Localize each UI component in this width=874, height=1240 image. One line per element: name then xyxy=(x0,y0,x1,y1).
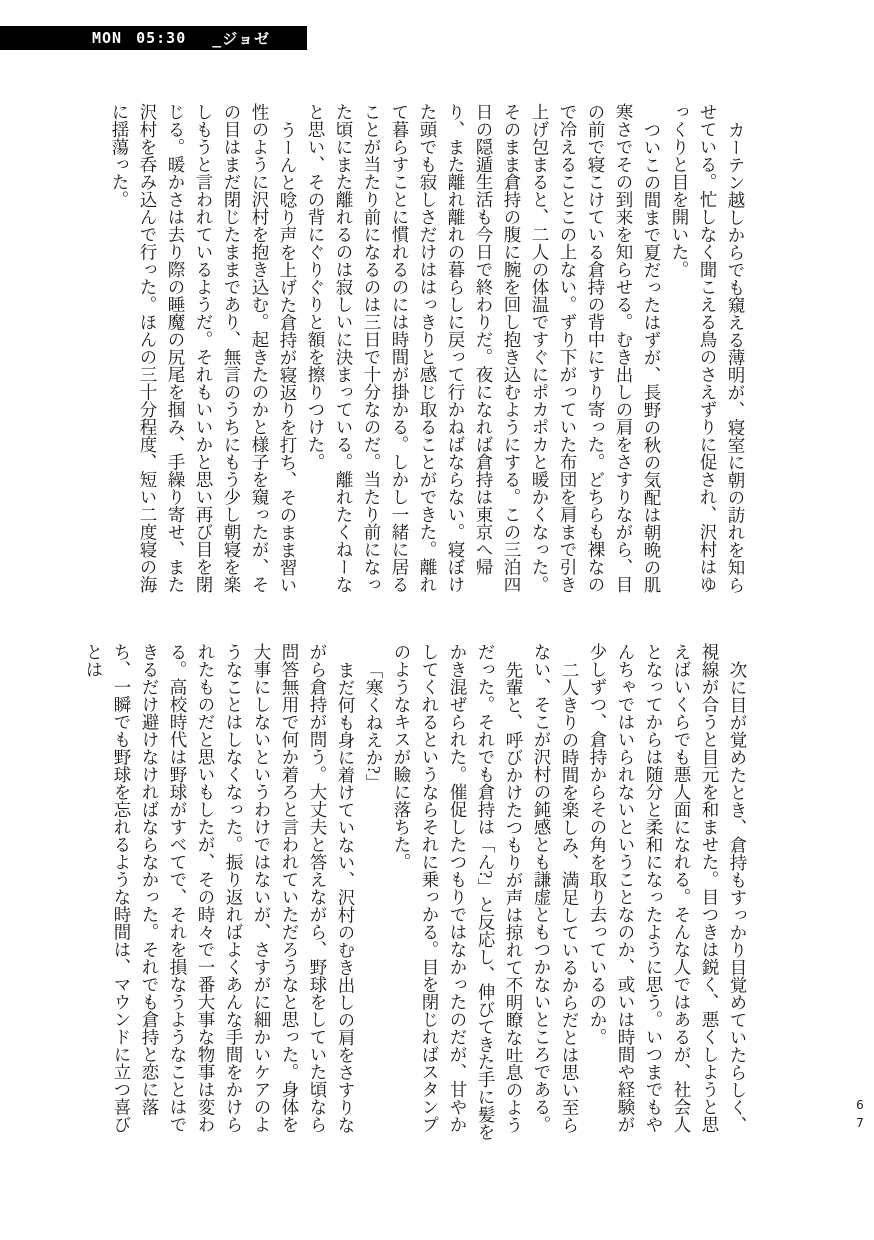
status-bar xyxy=(0,26,307,50)
dialogue-line: 「寒くねえか?」 xyxy=(364,660,384,791)
status-story-title: _ジョゼ xyxy=(212,29,270,48)
paragraph: ついこの間まで夏だったはずが、長野の秋の気配は朝晩の肌寒さでその到来を知らせる。むき出しの肩をさすりながら、目の前で寝こけている倉持の背中にすり寄った。どちらも裸なので冷えることこの上ない。ずり下がっていた布団を肩まで引き上げ包まると、二人の体温ですぐにポカポカと暖かくなった。そのまま倉持の腹に腕を回し抱き込むようにする。この三泊四日の隠遁生活も今日で終わりだ。夜になれば倉持は東京へ帰り、また離れ離れの暮らしに戻って行かねばならない。寝ぼけた頭でも寂しさだけははっきりと感じ取ることができた。離れて暮らすことに慣れるのには時間が掛かる。しかし一緒に居ることが当たり前になるのは三日で十分なのだ。当たり前になった頃にまた離れるのは寂しいに決まっている。離れたくねーなと思い、その背にぐりぐりと額を擦りつけた。 xyxy=(306,103,662,593)
paragraph: うーんと唸り声を上げた倉持が寝返りを打ち、そのまま習い性のように沢村を抱き込む。起きたのかと様子を窺ったが、その目はまだ閉じたままであり、無言のうちにもう少し朝寝を楽しもうと言われているようだ。それもいいかと思い再び目を閉じる。暖かさは去り際の睡魔の尻尾を掴み、手繰り寄せ、また沢村を呑み込んで行った。ほんの三十分程度、短い二度寝の海に揺蕩った。 xyxy=(110,103,298,593)
story-section-waking xyxy=(80,643,752,1141)
status-time-label: 05:30 xyxy=(136,29,187,47)
page-number: 67 xyxy=(853,1098,867,1134)
story-section-dawn xyxy=(106,103,750,595)
paragraph: 先輩と、呼びかけたつもりが声は掠れて不明瞭な吐息のようだった。それでも倉持は「ん?」と反応し、伸びてきた手に髪をかき混ぜられた。催促したつもりではなかったのだが、甘やかしてくれるというならそれに乗っかる。目を閉じればスタンプのようなキスが瞼に落ちた。 xyxy=(392,643,524,1141)
paragraph: まだ何も身に着けていない、沢村のむき出しの肩をさすりながら倉持が問う。大丈夫と答えながら、野球をしていた頃なら問答無用で何か着ろと言われていただろうなと思った。身体を大事にしないというわけではないが、さすがに細かいケアのようなことはしなくなった。振り返ればよくあんな手間をかけられたものだと思いもしたが、その時々で一番大事な物事は変わる。高校時代は野球がすべてで、それを損なうようなことはできるだけ避けなければならなかった。それでも倉持と恋に落ち、一瞬でも野球を忘れるような時間は、マウンドに立つ喜びとは xyxy=(84,643,356,1133)
status-day-label: MON xyxy=(92,29,123,47)
paragraph: カーテン越しからでも窺える薄明が、寝室に朝の訪れを知らせている。忙しなく聞こえる鳥のさえずりに促され、沢村はゆっくりと目を開いた。 xyxy=(670,103,746,593)
paragraph: 次に目が覚めたとき、倉持もすっかり目覚めていたらしく、視線が合うと目元を和ませた。目つきは鋭く、悪くしようと思えばいくらでも悪人面になれる。そんな人ではあるが、社会人となってからは随分と柔和になったように思う。いつまでもやんちゃではいられないということなのか、或いは時間や経験が少しずつ、倉持からその角を取り去っているのか。 xyxy=(588,643,748,1133)
paragraph: 二人きりの時間を楽しみ、満足しているからだとは思い至らない、そこが沢村の鈍感とも謙虚ともつかないところである。 xyxy=(532,643,580,1133)
